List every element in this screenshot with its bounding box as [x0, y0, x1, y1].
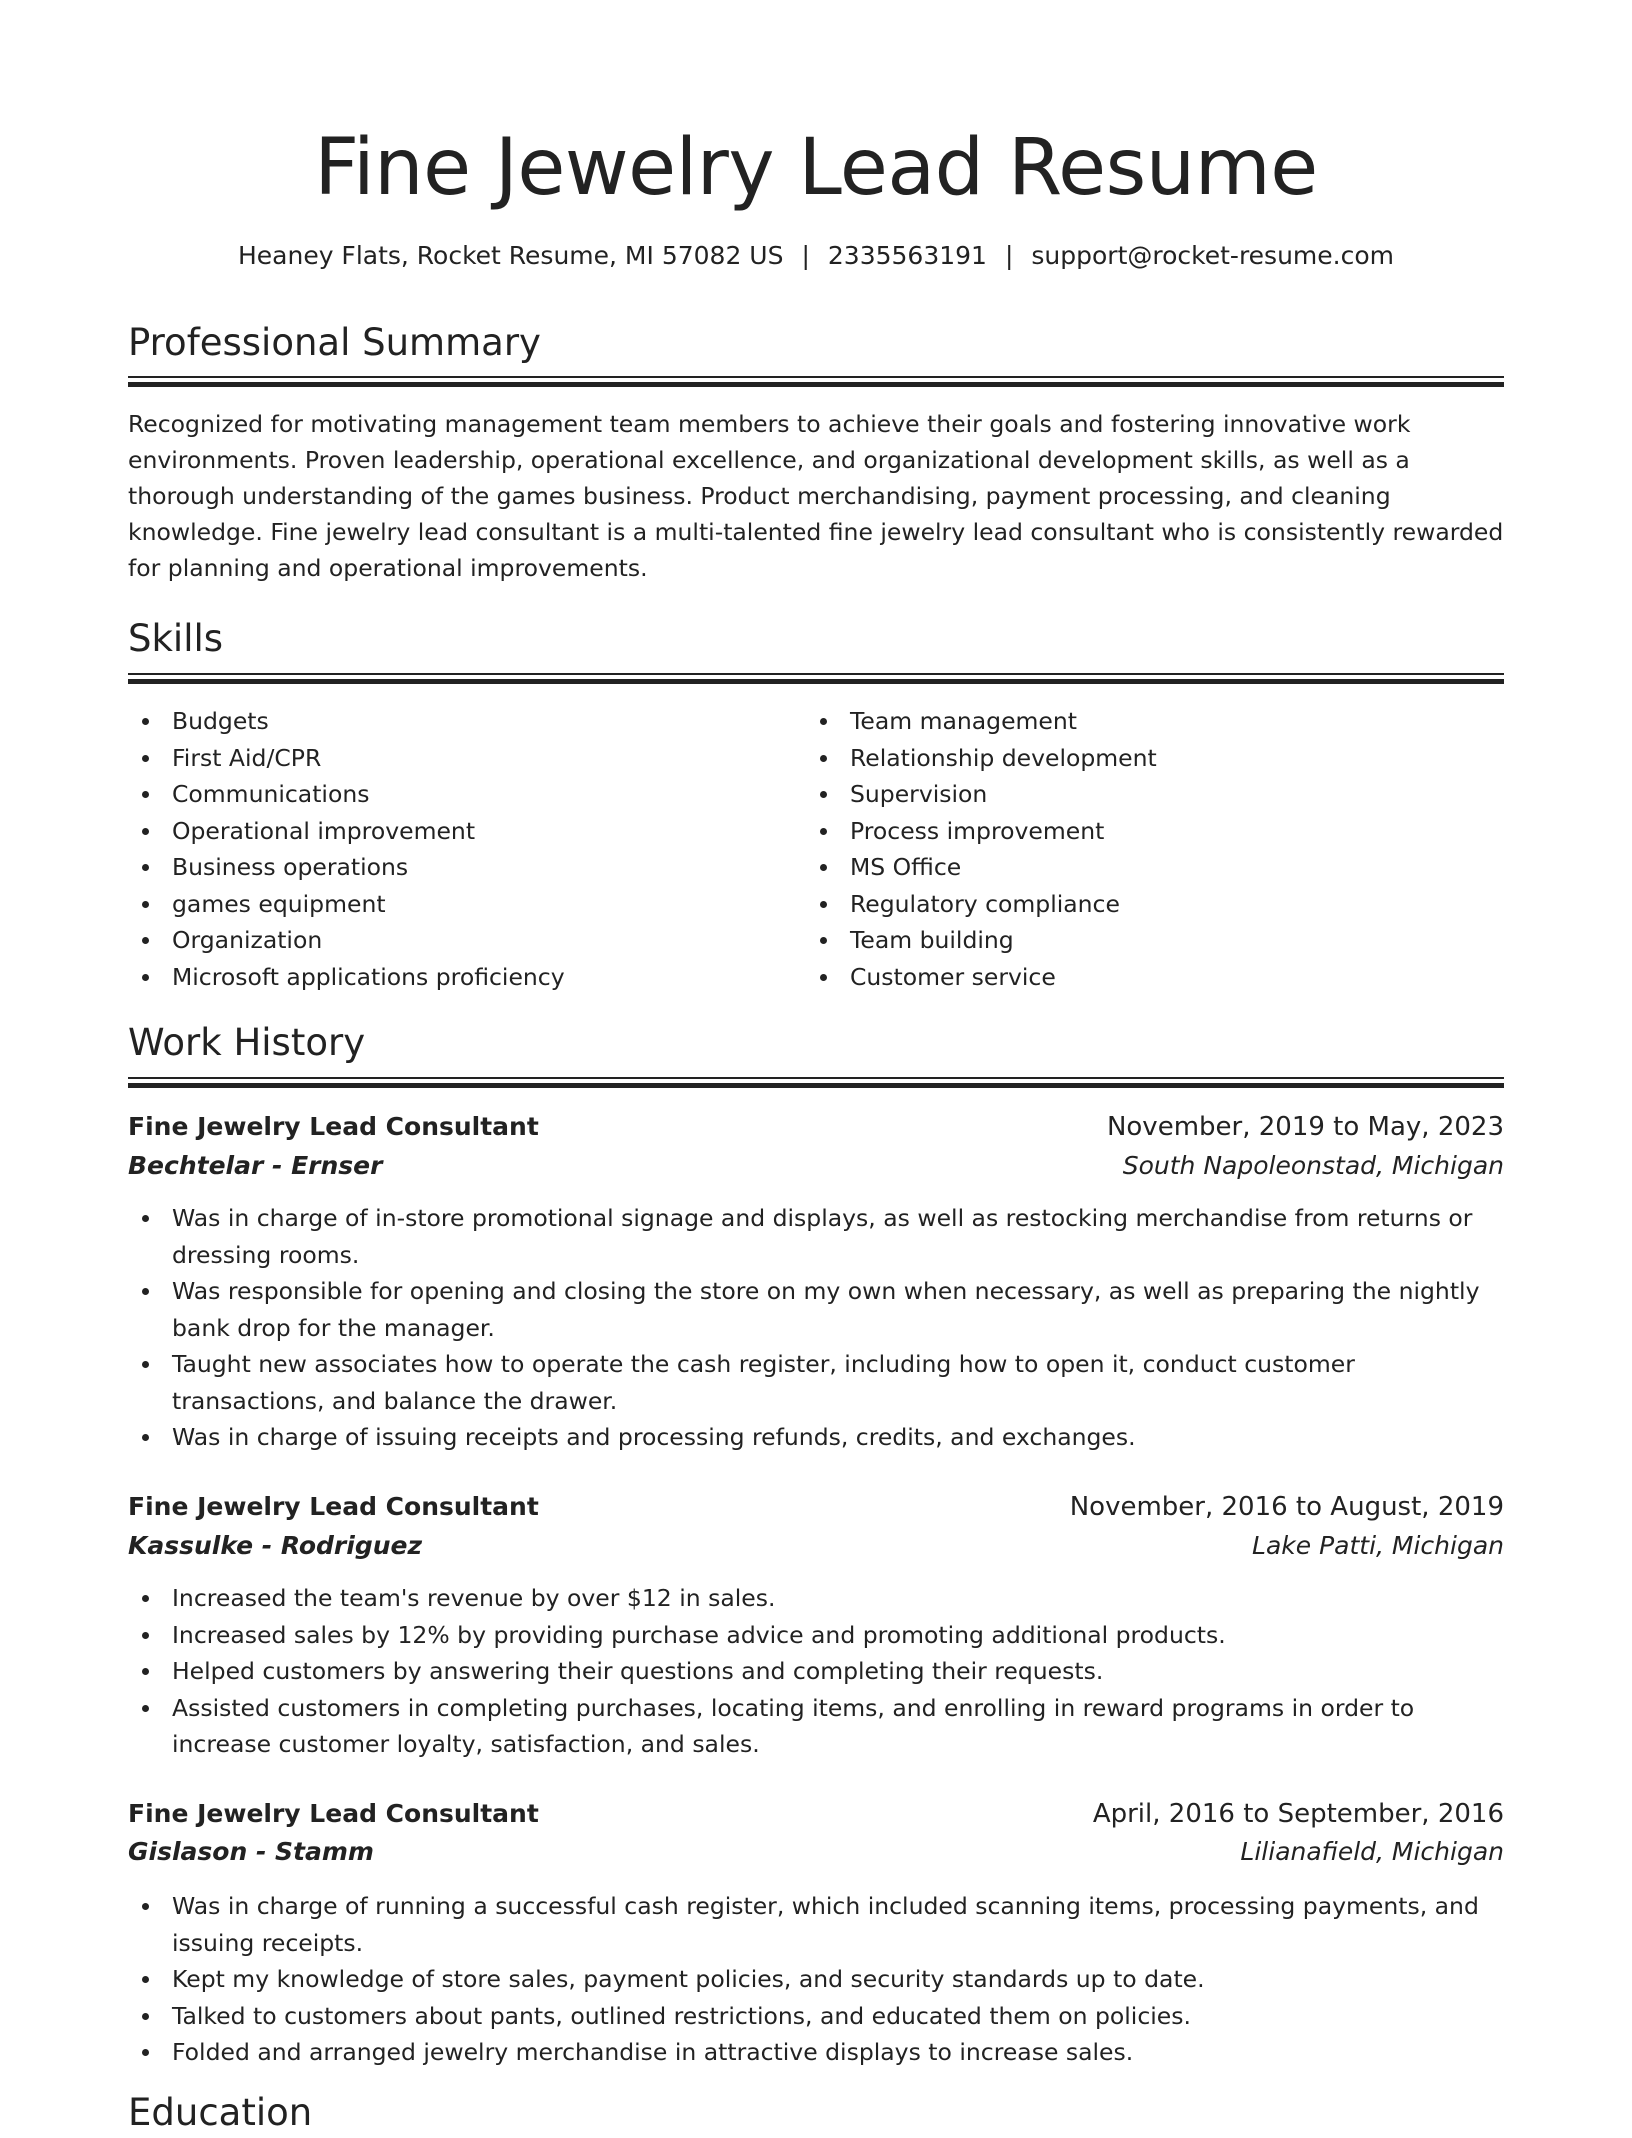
job-location: South Napoleonstad, Michigan — [1122, 1151, 1504, 1180]
job-title: Fine Jewelry Lead Consultant — [128, 1112, 539, 1141]
job-bullets — [128, 1580, 1504, 1763]
skill-item: Budgets — [128, 703, 798, 740]
skill-item: Business operations — [128, 849, 798, 886]
job-bullets — [128, 1888, 1504, 2071]
contact-separator: | — [801, 241, 810, 270]
job-bullet: Kept my knowledge of store sales, payment policies, and security standards up to date. — [128, 1961, 1504, 1998]
job-header — [128, 1794, 1504, 1834]
job-bullet: Helped customers by answering their questions and completing their requests. — [128, 1653, 1504, 1690]
job-bullet: Increased sales by 12% by providing purchase advice and promoting additional products. — [128, 1617, 1504, 1654]
skill-item: games equipment — [128, 886, 798, 923]
job-bullet: Increased the team's revenue by over $12 in sales. — [128, 1580, 1504, 1617]
job-title: Fine Jewelry Lead Consultant — [128, 1492, 539, 1521]
skill-item: Relationship development — [806, 740, 1476, 777]
job-bullet: Was in charge of in-store promotional signage and displays, as well as restocking merchandise from returns or dressing rooms. — [128, 1200, 1504, 1273]
job-bullets — [128, 1200, 1504, 1456]
job-company: Kassulke - Rodriguez — [128, 1531, 423, 1560]
job-location: Lilianafield, Michigan — [1240, 1837, 1504, 1866]
job-subheader — [128, 1832, 1504, 1872]
skill-item: Supervision — [806, 776, 1476, 813]
skill-item: Regulatory compliance — [806, 886, 1476, 923]
skill-item: Process improvement — [806, 813, 1476, 850]
section-divider — [128, 1077, 1504, 1088]
job-subheader — [128, 1526, 1504, 1566]
job-header — [128, 1107, 1504, 1147]
education-heading: Education — [128, 2091, 313, 2134]
resume-title: Fine Jewelry Lead Resume — [314, 123, 1318, 213]
skill-item: Team building — [806, 922, 1476, 959]
work-history-heading: Work History — [128, 1021, 366, 1064]
job-bullet: Assisted customers in completing purchases, locating items, and enrolling in reward programs in order to increase customer loyalty, satisfaction, and sales. — [128, 1690, 1504, 1763]
contact-address: Heaney Flats, Rocket Resume, MI 57082 US — [237, 241, 784, 270]
skill-item: Customer service — [806, 959, 1476, 996]
summary-heading: Professional Summary — [128, 321, 541, 364]
skill-item: MS Office — [806, 849, 1476, 886]
job-bullet: Was in charge of running a successful cash register, which included scanning items, processing payments, and issuing receipts. — [128, 1888, 1504, 1961]
skills-list-right — [806, 703, 1476, 995]
job-subheader — [128, 1146, 1504, 1186]
skill-item: Microsoft applications proficiency — [128, 959, 798, 996]
job-bullet: Talked to customers about pants, outlined restrictions, and educated them on policies. — [128, 1998, 1504, 2035]
section-divider — [128, 376, 1504, 387]
contact-line — [128, 236, 1504, 276]
skills-heading: Skills — [128, 617, 224, 660]
job-bullet: Taught new associates how to operate the cash register, including how to open it, conduct customer transactions, and balance the drawer. — [128, 1346, 1504, 1419]
skill-item: Communications — [128, 776, 798, 813]
skill-item: First Aid/CPR — [128, 740, 798, 777]
job-bullet: Was responsible for opening and closing the store on my own when necessary, as well as preparing the nightly bank drop for the manager. — [128, 1273, 1504, 1346]
job-company: Gislason - Stamm — [128, 1837, 374, 1866]
skill-item: Operational improvement — [128, 813, 798, 850]
job-dates: November, 2016 to August, 2019 — [1069, 1492, 1504, 1522]
skill-item: Organization — [128, 922, 798, 959]
job-location: Lake Patti, Michigan — [1252, 1531, 1504, 1560]
job-header — [128, 1487, 1504, 1527]
job-bullet: Was in charge of issuing receipts and processing refunds, credits, and exchanges. — [128, 1419, 1504, 1456]
job-company: Bechtelar - Ernser — [128, 1151, 383, 1180]
summary-text: Recognized for motivating management team members to achieve their goals and fostering innovative work environments. Proven leadership, operational excellence, and organizational development skills, as well as a thorough understanding of the games business. Product merchandising, payment processing, and cleaning knowledge. Fine jewelry lead consultant is a multi-talented fine jewelry lead consultant who is consistently rewarded for planning and operational improvements. — [128, 410, 1504, 582]
job-bullet: Folded and arranged jewelry merchandise in attractive displays to increase sales. — [128, 2034, 1504, 2071]
contact-phone: 2335563191 — [827, 241, 987, 270]
skill-item: Team management — [806, 703, 1476, 740]
contact-separator: | — [1004, 241, 1014, 270]
job-title: Fine Jewelry Lead Consultant — [128, 1799, 539, 1828]
job-dates: November, 2019 to May, 2023 — [1106, 1112, 1504, 1142]
section-divider — [128, 673, 1504, 684]
skills-list-left — [128, 703, 798, 995]
contact-email: support@rocket-resume.com — [1031, 241, 1395, 270]
job-dates: April, 2016 to September, 2016 — [1092, 1799, 1504, 1829]
